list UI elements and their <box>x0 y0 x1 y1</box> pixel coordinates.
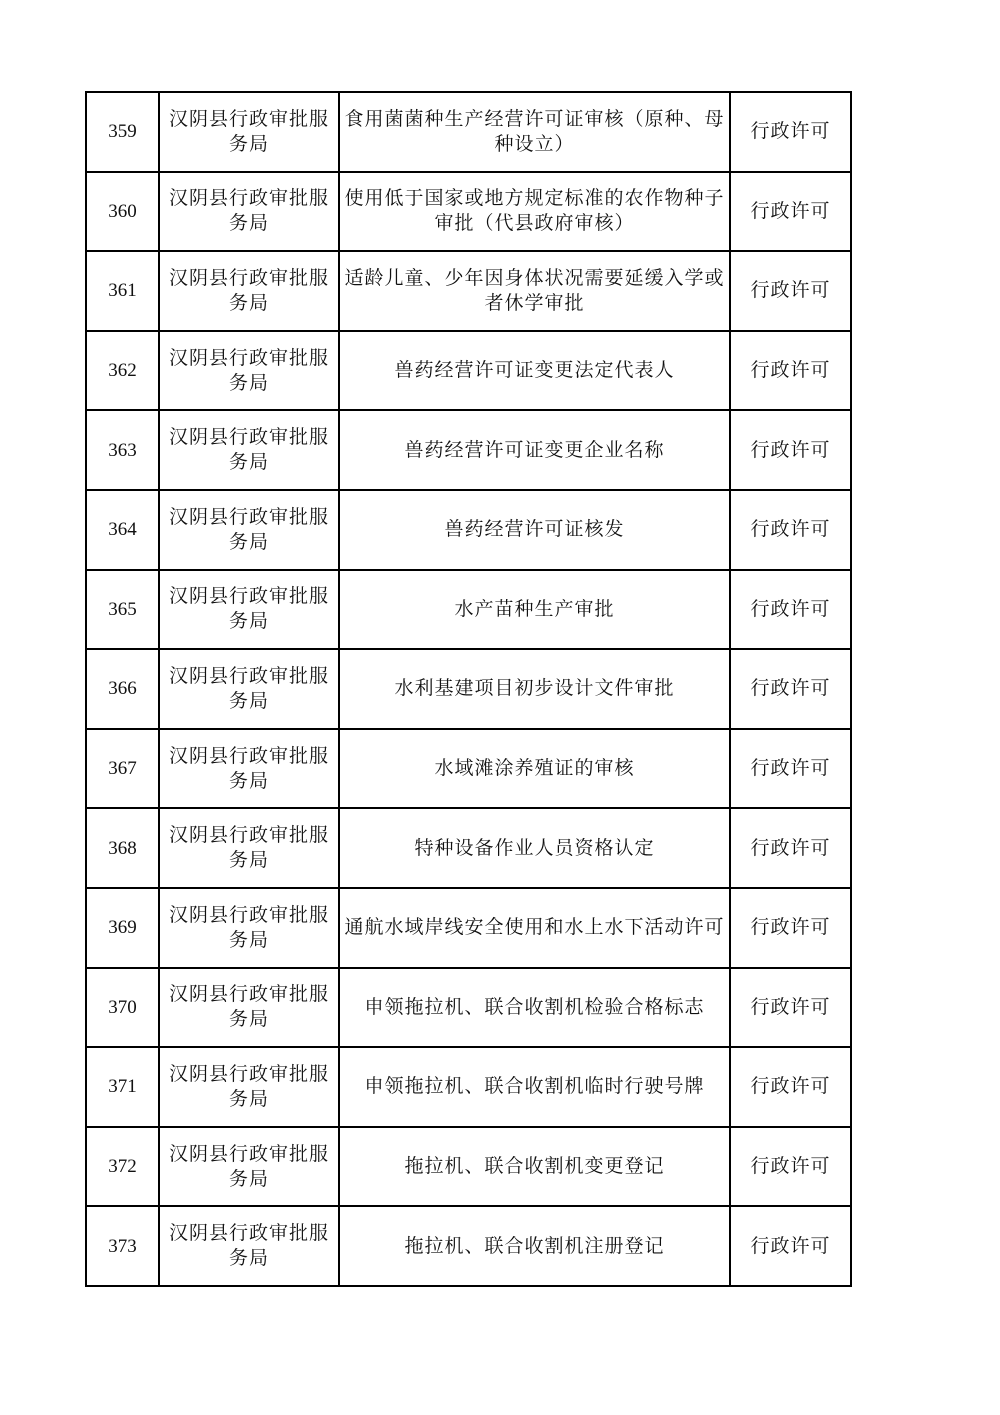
item-name-cell: 申领拖拉机、联合收割机临时行驶号牌 <box>339 1047 730 1127</box>
item-name-cell: 使用低于国家或地方规定标准的农作物种子审批（代县政府审核） <box>339 172 730 252</box>
row-number: 361 <box>86 251 159 331</box>
item-type-cell: 行政许可 <box>730 1127 851 1207</box>
row-number: 368 <box>86 808 159 888</box>
row-number: 372 <box>86 1127 159 1207</box>
row-number: 366 <box>86 649 159 729</box>
department-cell: 汉阴县行政审批服务局 <box>159 649 339 729</box>
table-row <box>86 729 851 809</box>
row-number: 369 <box>86 888 159 968</box>
item-name-cell: 拖拉机、联合收割机注册登记 <box>339 1206 730 1286</box>
row-number: 365 <box>86 570 159 650</box>
row-number: 360 <box>86 172 159 252</box>
table-row <box>86 570 851 650</box>
item-type-cell: 行政许可 <box>730 172 851 252</box>
item-type-cell: 行政许可 <box>730 331 851 411</box>
item-name-cell: 水利基建项目初步设计文件审批 <box>339 649 730 729</box>
item-type-cell: 行政许可 <box>730 808 851 888</box>
department-cell: 汉阴县行政审批服务局 <box>159 251 339 331</box>
item-name-cell: 水域滩涂养殖证的审核 <box>339 729 730 809</box>
table-row <box>86 1127 851 1207</box>
department-cell: 汉阴县行政审批服务局 <box>159 1047 339 1127</box>
row-number: 367 <box>86 729 159 809</box>
table-row <box>86 172 851 252</box>
department-cell: 汉阴县行政审批服务局 <box>159 1127 339 1207</box>
table-body <box>86 92 851 1286</box>
row-number: 370 <box>86 968 159 1048</box>
department-cell: 汉阴县行政审批服务局 <box>159 808 339 888</box>
item-type-cell: 行政许可 <box>730 968 851 1048</box>
row-number: 371 <box>86 1047 159 1127</box>
row-number: 362 <box>86 331 159 411</box>
table-row <box>86 1047 851 1127</box>
department-cell: 汉阴县行政审批服务局 <box>159 331 339 411</box>
item-name-cell: 适龄儿童、少年因身体状况需要延缓入学或者休学审批 <box>339 251 730 331</box>
row-number: 359 <box>86 92 159 172</box>
item-type-cell: 行政许可 <box>730 251 851 331</box>
item-type-cell: 行政许可 <box>730 1047 851 1127</box>
item-type-cell: 行政许可 <box>730 490 851 570</box>
table-row <box>86 649 851 729</box>
department-cell: 汉阴县行政审批服务局 <box>159 570 339 650</box>
department-cell: 汉阴县行政审批服务局 <box>159 92 339 172</box>
department-cell: 汉阴县行政审批服务局 <box>159 172 339 252</box>
table-row <box>86 1206 851 1286</box>
department-cell: 汉阴县行政审批服务局 <box>159 1206 339 1286</box>
table-row <box>86 490 851 570</box>
table-row <box>86 888 851 968</box>
item-type-cell: 行政许可 <box>730 649 851 729</box>
item-type-cell: 行政许可 <box>730 1206 851 1286</box>
item-type-cell: 行政许可 <box>730 410 851 490</box>
row-number: 363 <box>86 410 159 490</box>
table-row <box>86 251 851 331</box>
item-name-cell: 拖拉机、联合收割机变更登记 <box>339 1127 730 1207</box>
item-name-cell: 兽药经营许可证核发 <box>339 490 730 570</box>
item-type-cell: 行政许可 <box>730 570 851 650</box>
item-name-cell: 申领拖拉机、联合收割机检验合格标志 <box>339 968 730 1048</box>
item-name-cell: 特种设备作业人员资格认定 <box>339 808 730 888</box>
item-name-cell: 通航水域岸线安全使用和水上水下活动许可 <box>339 888 730 968</box>
item-type-cell: 行政许可 <box>730 729 851 809</box>
item-type-cell: 行政许可 <box>730 888 851 968</box>
row-number: 364 <box>86 490 159 570</box>
department-cell: 汉阴县行政审批服务局 <box>159 410 339 490</box>
table-row <box>86 410 851 490</box>
item-name-cell: 水产苗种生产审批 <box>339 570 730 650</box>
approval-items-table <box>85 91 852 1287</box>
department-cell: 汉阴县行政审批服务局 <box>159 490 339 570</box>
department-cell: 汉阴县行政审批服务局 <box>159 968 339 1048</box>
item-name-cell: 兽药经营许可证变更企业名称 <box>339 410 730 490</box>
table-row <box>86 808 851 888</box>
department-cell: 汉阴县行政审批服务局 <box>159 729 339 809</box>
table-row <box>86 331 851 411</box>
table-row <box>86 92 851 172</box>
item-name-cell: 食用菌菌种生产经营许可证审核（原种、母种设立） <box>339 92 730 172</box>
item-name-cell: 兽药经营许可证变更法定代表人 <box>339 331 730 411</box>
row-number: 373 <box>86 1206 159 1286</box>
department-cell: 汉阴县行政审批服务局 <box>159 888 339 968</box>
item-type-cell: 行政许可 <box>730 92 851 172</box>
table-row <box>86 968 851 1048</box>
